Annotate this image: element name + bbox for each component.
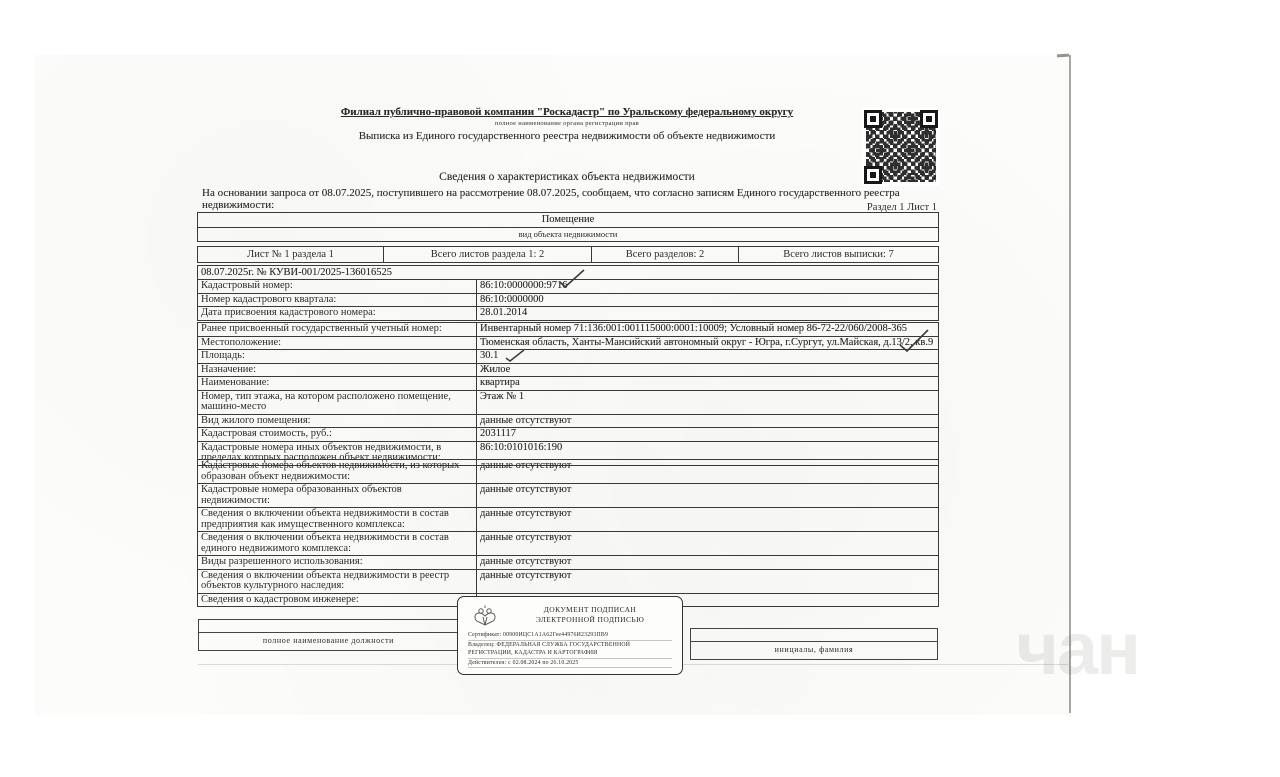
row-value: Жилое [480,363,511,375]
sheet-info-cell: Всего листов раздела 1: 2 [383,247,591,262]
table-row [198,414,938,428]
row-value: 28.01.2014 [480,307,528,318]
table-row [198,390,938,414]
additional-info-table [197,459,939,607]
request-statement: На основании запроса от 08.07.2025, поступившего на рассмотрение 08.07.2025, сообщаем, что согласно записям Единого государственного реестра недвижимости: [202,187,900,211]
row-label: Кадастровые номера объектов недвижимости, из которых образован объект недвижимости: [198,460,477,483]
signature-name-caption: инициалы, фамилия [691,641,937,658]
row-value: 86:10:0000000 [480,293,544,305]
row-value: 86:10:0000000:9716 [480,280,568,291]
handwritten-checkmark-annotation [558,268,586,290]
object-type-table [197,212,939,242]
row-label: Назначение: [198,364,477,377]
signature-name-box [690,628,938,660]
row-value: 2031117 [480,428,516,439]
qr-finder-top-right [920,110,938,128]
object-type-caption: вид объекта недвижимости [198,227,938,241]
stamp-owner: Владелец: ФЕДЕРАЛЬНАЯ СЛУЖБА ГОСУДАРСТВЕННОЙ РЕГИСТРАЦИИ, КАДАСТРА И КАРТОГРАФИИ [468,641,672,659]
row-label: Наименование: [198,377,477,390]
signature-position-caption: полное наименование должности [199,632,458,649]
row-value: Инвентарный номер 71:136:001:001115000:0001:10009; Условный номер 86-72-22/060/2008-365 [480,323,907,334]
table-row [198,483,938,507]
electronic-signature-stamp [457,596,683,675]
row-label: Кадастровая стоимость, руб.: [198,428,477,441]
section-title: Сведения о характеристиках объекта недвижимости [439,171,695,183]
signature-space [691,629,937,641]
table-row [198,376,938,390]
object-type-value: Помещение [541,214,595,225]
row-value: 30.1 [480,350,499,361]
registering-org-name: Филиал публично-правовой компании "Роскадастр" по Уральскому федеральному округу [340,106,794,118]
row-value: данные отсутствуют [480,414,572,426]
table-row [198,460,938,483]
row-value: данные отсутствуют [480,484,572,495]
row-label: Кадастровые номера образованных объектов недвижимости: [198,484,477,507]
row-value: 86:10:0101016:190 [480,441,563,453]
document-number: 08.07.2025г. № КУВИ-001/2025-136016525 [201,267,392,278]
stamp-validity: Действителен: с 02.08.2024 по 26.10.2025 [468,659,672,669]
row-value: данные отсутствуют [480,460,572,471]
site-watermark: чан [1016,607,1139,690]
qr-finder-top-left [864,110,882,128]
table-row [198,507,938,531]
table-row [198,349,938,363]
stamp-title-line2: ЭЛЕКТРОННОЙ ПОДПИСЬЮ [535,615,645,624]
org-name-caption: полное наименование органа регистрации прав [494,120,639,127]
signature-position-box [198,619,459,651]
stamp-certificate: Сертификат: 00900ИЦС1А1А62Гее44976И23293ПВ9 [468,631,672,641]
row-label: Местоположение: [198,337,477,350]
row-label: Виды разрешенного использования: [198,556,477,569]
row-label: Дата присвоения кадастрового номера: [198,307,477,320]
table-row [198,569,938,593]
row-label: Сведения о включении объекта недвижимости в состав предприятия как имущественного комплекса: [198,508,477,531]
row-label: Сведения о включении объекта недвижимости в состав единого недвижимого комплекса: [198,532,477,555]
table-row [198,323,938,336]
row-value: данные отсутствуют [480,556,572,567]
table-row [198,531,938,555]
table-row [198,555,938,569]
sheet-info-table [197,246,939,263]
row-label: Сведения о включении объекта недвижимости в реестр объектов культурного наследия: [198,570,477,593]
row-value: Этаж № 1 [480,390,525,402]
row-value: данные отсутствуют [480,569,572,581]
object-characteristics-table [197,322,939,466]
row-value: квартира [480,377,520,388]
stamp-title-line1: ДОКУМЕНТ ПОДПИСАН [543,605,637,614]
handwritten-checkmark-annotation [504,348,526,364]
row-label: Кадастровые номера иных объектов недвижимости, в пределах которых расположен объект недвижимости: [198,442,477,465]
signature-space [199,620,458,632]
row-label: Номер, тип этажа, на котором расположено помещение, машино-место [198,391,477,414]
document-title: Выписка из Единого государственного реестра недвижимости об объекте недвижимости [358,130,776,142]
row-value: Тюменская область, Ханты-Мансийский автономный округ - Югра, г.Сургут, ул.Майская, д.13/2, кв.9 [480,336,934,348]
section-sheet-label: Раздел 1 Лист 1 [866,202,937,213]
russian-coat-of-arms-icon [472,604,498,630]
row-label: Кадастровый номер: [198,280,477,293]
sheet-info-cell: Всего листов выписки: 7 [738,247,938,262]
table-row [198,427,938,441]
stamp-details [468,631,672,668]
table-row [198,306,938,320]
table-row [198,363,938,377]
table-row [198,293,938,307]
row-label: Вид жилого помещения: [198,415,477,428]
row-label: Сведения о кадастровом инженере: [198,594,477,607]
row-value: данные отсутствуют [480,508,572,519]
table-row [198,336,938,350]
sheet-info-cell: Всего разделов: 2 [591,247,738,262]
row-value: данные отсутствуют [480,532,572,543]
sheet-info-cell: Лист № 1 раздела 1 [247,249,334,260]
handwritten-checkmark-annotation [898,328,930,354]
row-label: Ранее присвоенный государственный учетный номер: [198,323,477,336]
stamp-title [506,605,674,625]
row-label: Номер кадастрового квартала: [198,294,477,307]
row-label: Площадь: [198,350,477,363]
